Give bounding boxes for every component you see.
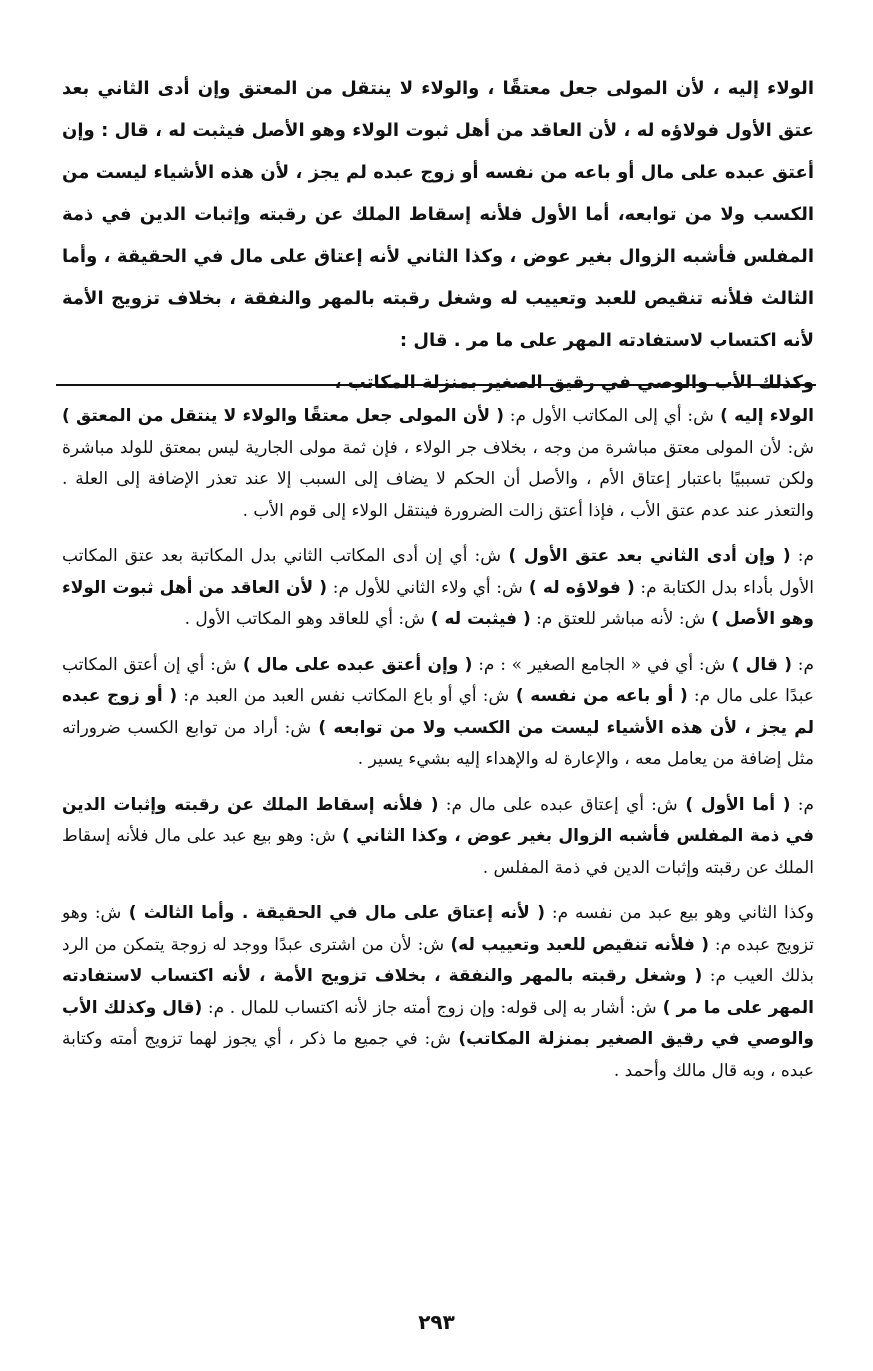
commentary-text: ش: أي إن أدى المكاتب الثاني بدل المكاتبة بعد عتق المكاتب الأول بأداء بدل الكتابة م: — [62, 546, 814, 598]
commentary-text: ش: وهو بيع عبد على مال فلأنه إسقاط الملك عن رقبته وإثبات الدين في ذمة المفلس . — [62, 826, 814, 878]
quoted-matn: ( لأن العاقد من أهل ثبوت الولاء وهو الأصل ) — [62, 577, 814, 629]
quoted-matn: ( أو باعه من نفسه ) — [509, 686, 688, 706]
quoted-matn: ( وإن أدى الثاني بعد عتق الأول ) — [500, 546, 791, 566]
commentary-text: ش: أي إن أعتق المكاتب عبدًا على مال م: — [62, 654, 815, 706]
matn-body: الولاء إليه ، لأن المولى جعل معتقًا ، والولاء لا ينتقل من المعتق وإن أدى الثاني بعد عتق الأول فولاؤه له ، لأن العاقد من أهل ثبوت الولاء وهو الأصل فيثبت له ، قال : وإن أعتق عبده على مال أو باعه من نفسه أو زوج عبده لم يجز ، لأن هذه الأشياء ليست من الكسب ولا من توابعه، أما الأول فلأنه إسقاط الملك عن رقبته وإثبات الدين في ذمة المفلس فأشبه الزوال بغير عوض ، وكذا الثاني لأنه إعتاق على مال في الحقيقة ، وأما الثالث فلأنه تنقيص للعبد وتعييب له وشغل رقبته بالمهر والنفقة ، بخلاف تزويج الأمة لأنه اكتساب لاستفادته المهر على ما مر . قال : — [62, 78, 814, 351]
commentary-text: ش: أي أو باع المكاتب نفس العبد من العبد م: — [177, 686, 510, 706]
sharh-paragraph — [62, 401, 814, 527]
quoted-matn: ( فيثبت له ) — [424, 609, 531, 629]
page-number: ٢٩٣ — [418, 1310, 455, 1334]
commentary-text: ش: أي للعاقد وهو المكاتب الأول . — [184, 609, 425, 629]
commentary-text: ش: لأن المولى معتق مباشرة من وجه ، بخلاف جر الولاء ، فإن ثمة مولى الجارية ليس بمعتق للولد مباشرة ولكن تسببيًا باعتبار إعتاق الأم ، والأصل أن الحكم لا يضاف إلى السبب إلا عند تعذر الإضافة إلى العلة . والتعذر عند عدم عتق الأب ، فإذا أعتق زالت الضرورة فينتقل الولاء إلى قوم الأب . — [62, 437, 814, 521]
sharh-paragraph — [62, 541, 814, 636]
quoted-matn: ( فولاؤه له ) — [522, 577, 635, 598]
quoted-matn: ( قال ) — [725, 654, 792, 675]
quoted-matn: (قال وكذلك الأب والوصي في رقيق الصغير بمنزلة المكاتب) — [62, 997, 814, 1049]
commentary-text: ش: أراد من توابع الكسب ضروراته مثل إضافة من يعامل معه ، والإعارة له والإهداء إليه بشيء يسير . — [62, 717, 814, 769]
commentary-text: ش: أشار به إلى قوله: وإن زوج أمته جاز لأنه اكتساب للمال . م: — [202, 997, 657, 1018]
quoted-matn: ( أو زوج عبده لم يجز ، لأن هذه الأشياء ليست من الكسب ولا من توابعه ) — [62, 686, 814, 738]
commentary-text: ش: أي إعتاق عبده على مال م: — [438, 794, 678, 815]
matn-last-line: وكذلك الأب والوصي في رقيق الصغير بمنزلة المكاتب ، — [334, 372, 814, 393]
commentary-text: وكذا الثاني وهو بيع عبد من نفسه م: — [545, 903, 814, 923]
commentary-text: ش: لأن من اشترى عبدًا ووجد له زوجة يتمكن من الرد بذلك العيب م: — [62, 934, 814, 986]
sharh-paragraph — [62, 790, 814, 885]
sharh-commentary — [62, 401, 814, 1101]
separator-line — [56, 384, 816, 386]
page-body — [62, 68, 815, 1081]
quoted-matn: ( أما الأول ) — [677, 794, 791, 815]
quoted-matn: ( وإن أعتق عبده على مال ) — [236, 654, 473, 675]
commentary-text: ش: لأنه مباشر للعتق م: — [530, 609, 706, 629]
commentary-text: ش: أي ولاء الثاني للأول م: — [327, 577, 523, 598]
commentary-text: ش: وهو تزويج عبده م: — [62, 903, 815, 955]
quoted-matn: الولاء إليه ) — [713, 406, 815, 426]
quoted-matn: ( لأن المولى جعل معتقًا والولاء لا ينتقل من المعتق ) — [62, 406, 504, 426]
commentary-text: م: — [790, 794, 814, 815]
commentary-text: ش: أي في « الجامع الصغير » : م: — [472, 654, 726, 675]
sharh-paragraph — [62, 650, 814, 776]
quoted-matn: ( لأنه إعتاق على مال في الحقيقة . وأما الثالث ) — [121, 903, 545, 923]
quoted-matn: ( فلأنه إسقاط الملك عن رقبته وإثبات الدين في ذمة المفلس فأشبه الزوال بغير عوض ، وكذا الثاني ) — [62, 794, 815, 846]
commentary-text: م: — [791, 654, 814, 675]
quoted-matn: ( وشغل رقبته بالمهر والنفقة ، بخلاف تزويج الأمة ، لأنه اكتساب لاستفادته المهر على ما مر ) — [62, 966, 814, 1018]
quoted-matn: ( فلأنه تنقيص للعبد وتعييب له) — [444, 934, 710, 955]
commentary-text: ش: في جميع ما ذكر ، أي يجوز لهما تزويج أمته وكتابة عبده ، وبه قال مالك وأحمد . — [62, 1029, 814, 1081]
matn-text — [62, 68, 814, 404]
commentary-text: م: — [790, 546, 814, 566]
sharh-paragraph — [62, 898, 814, 1087]
commentary-text: ش: أي إلى المكاتب الأول م: — [504, 406, 714, 426]
